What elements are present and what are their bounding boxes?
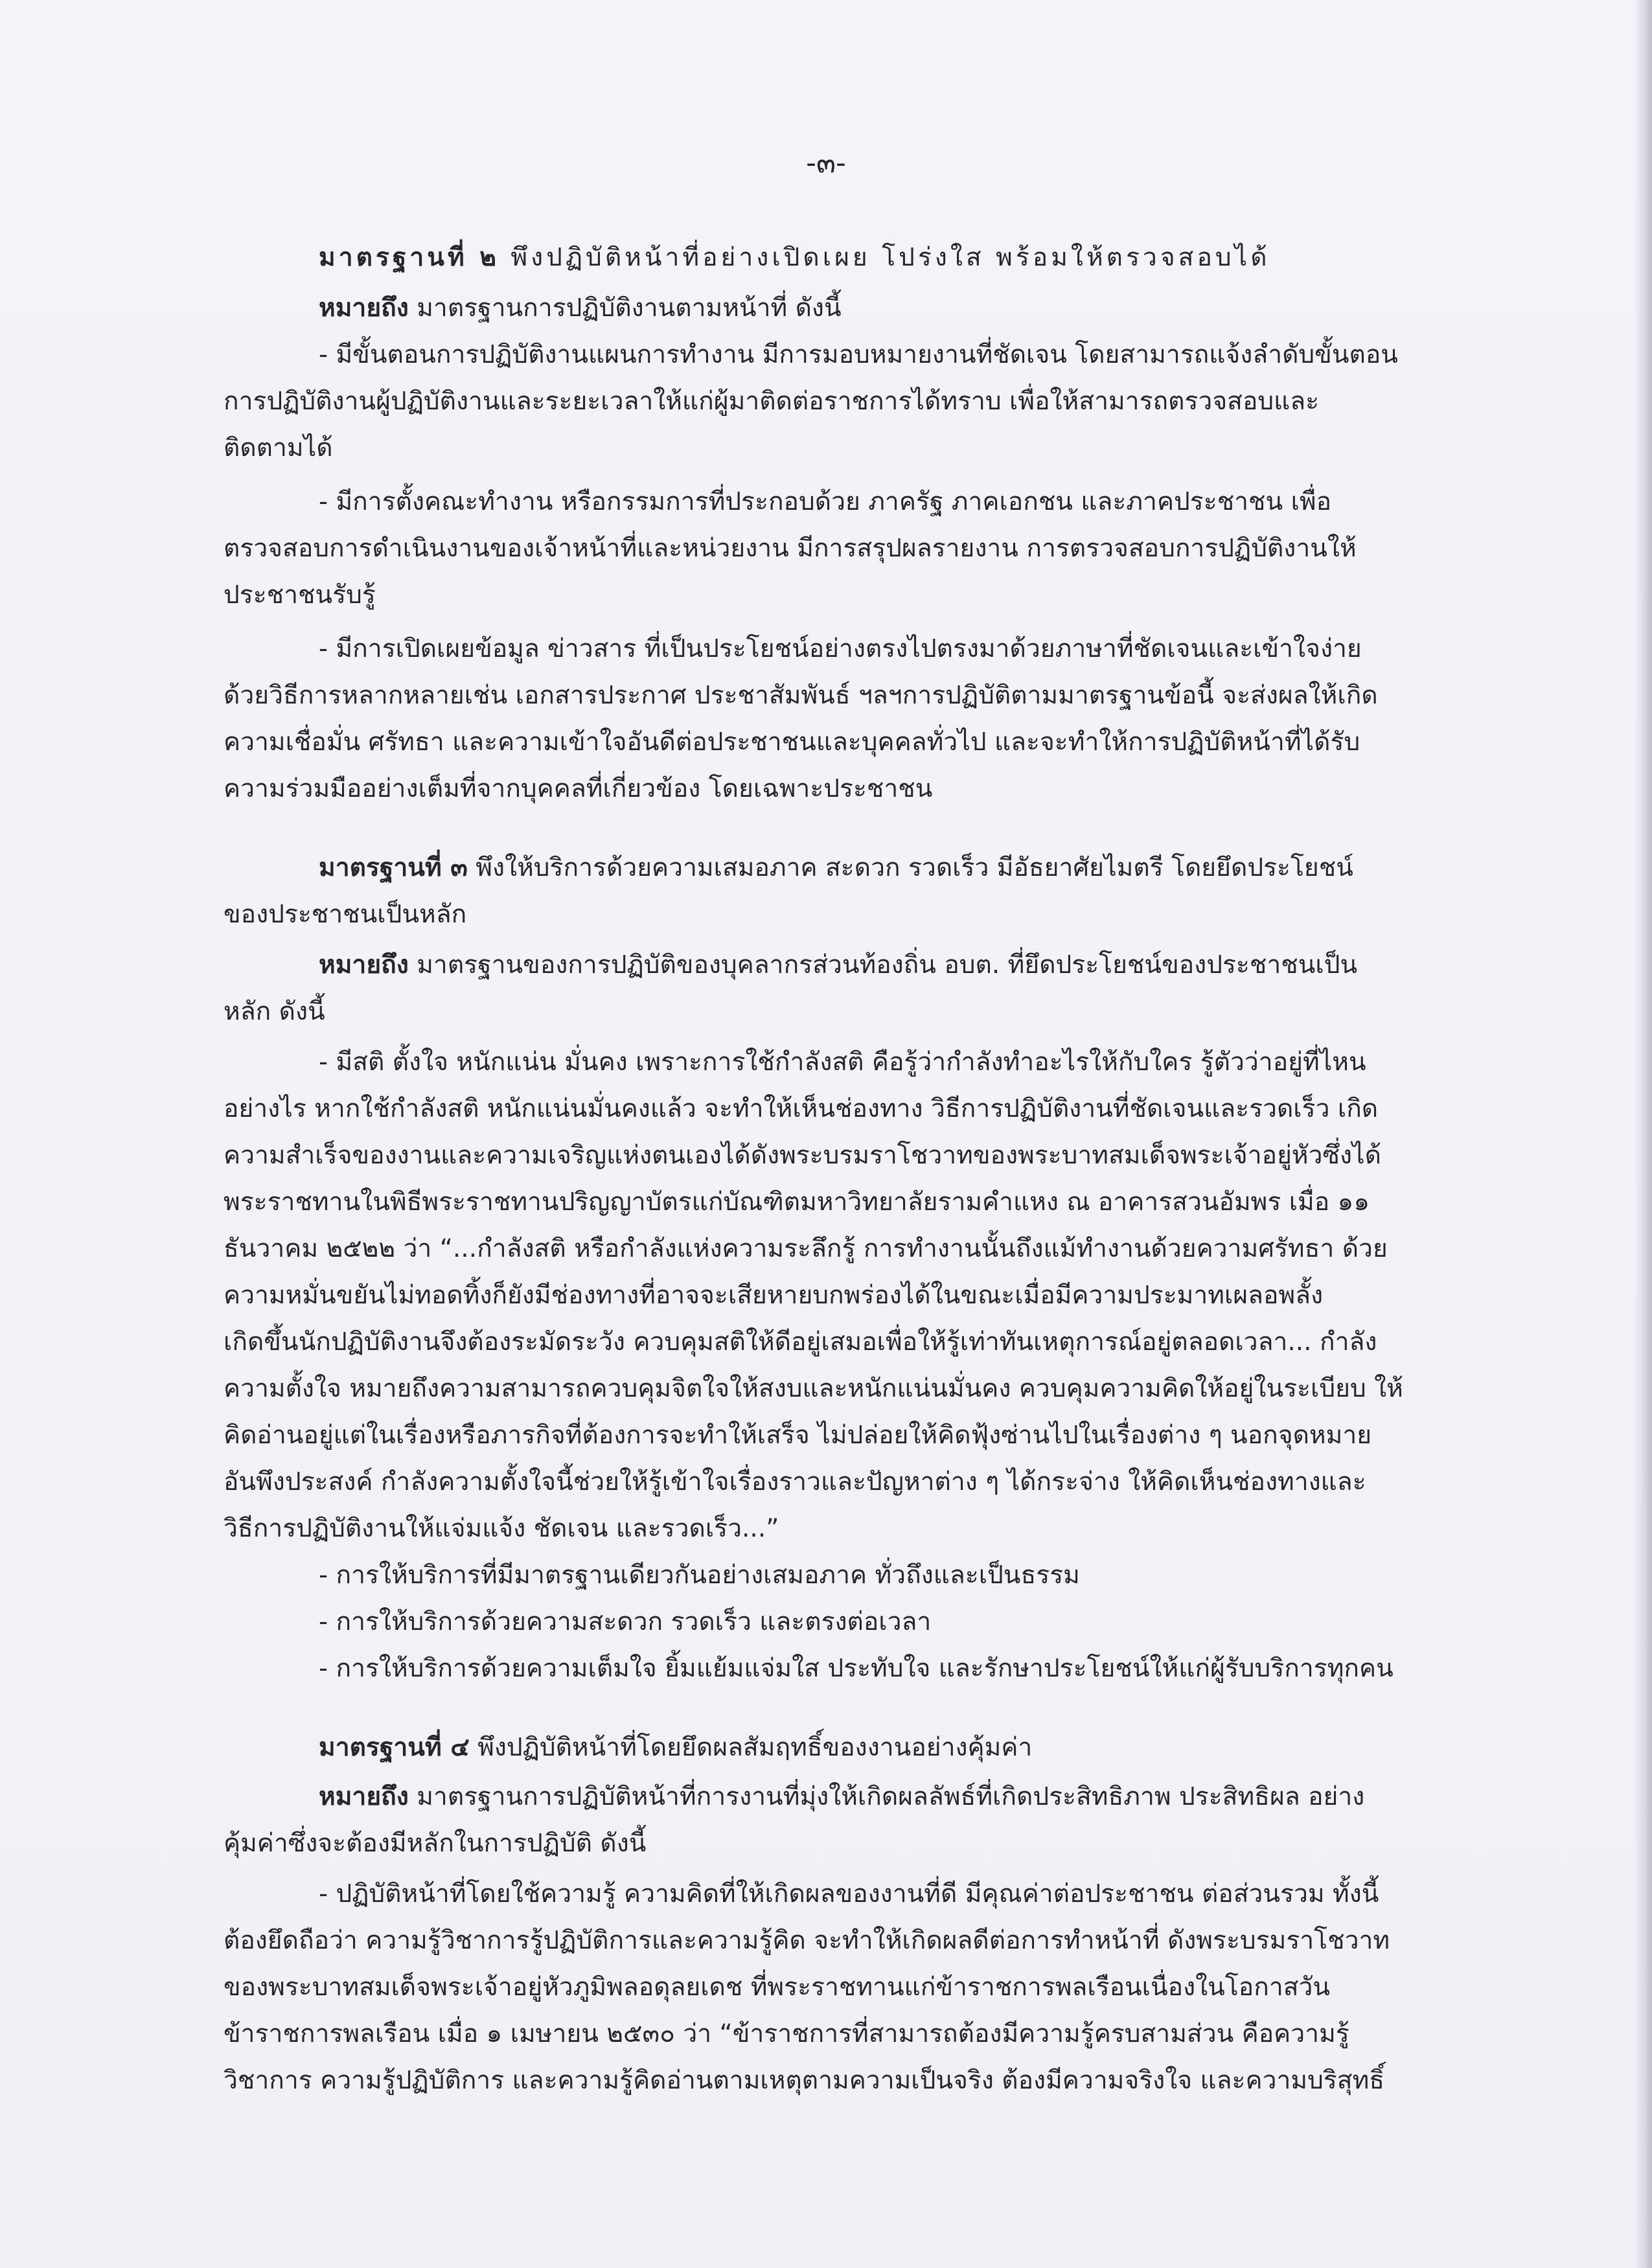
meaning-label: หมายถึง — [319, 1782, 409, 1811]
paragraph-line: อย่างไร หากใช้กำลังสติ หนักแน่นมั่นคงแล้ว จะทำให้เห็นช่องทาง วิธีการปฏิบัติงานที่ชัดเจนและรวดเร็ว เกิด — [224, 1094, 1379, 1123]
paragraph-line: อันพึงประสงค์ กำลังความตั้งใจนี้ช่วยให้รู้เข้าใจเรื่องราวและปัญหาต่าง ๆ ได้กระจ่าง ให้คิดเห็นช่องทางและ — [224, 1467, 1366, 1496]
paragraph-line: หลัก ดังนี้ — [224, 997, 325, 1026]
paragraph-line: ของประชาชนเป็นหลัก — [224, 900, 467, 929]
standard-3-label: มาตรฐานที่ ๓ — [319, 853, 468, 882]
page-number: -๓- — [806, 146, 846, 179]
paragraph-line: การปฏิบัติงานผู้ปฏิบัติงานและระยะเวลาให้แก่ผู้มาติดต่อราชการได้ทราบ เพื่อให้สามารถตรวจสอบและ — [224, 387, 1320, 416]
standard-2-title: พึงปฏิบัติหน้าที่อย่างเปิดเผย โปร่งใส พร้อมให้ตรวจสอบได้ — [499, 243, 1270, 272]
paragraph-line: ตรวจสอบการดำเนินงานของเจ้าหน้าที่และหน่วยงาน มีการสรุปผลรายงาน การตรวจสอบการปฏิบัติงานให้ — [224, 534, 1357, 563]
paragraph-line: คุ้มค่าซึ่งจะต้องมีหลักในการปฏิบัติ ดังนี้ — [224, 1829, 647, 1858]
paragraph-line: ความเชื่อมั่น ศรัทธา และความเข้าใจอันดีต่อประชาชนและบุคคลทั่วไป และจะทำให้การปฏิบัติหน้าที่ได้รับ — [224, 727, 1360, 757]
paragraph-line: วิธีการปฏิบัติงานให้แจ่มแจ้ง ชัดเจน และรวดเร็ว...” — [224, 1514, 779, 1543]
standard-2-heading — [319, 238, 1270, 277]
standard-3-meaning — [319, 946, 1357, 985]
standard-2-label: มาตรฐานที่ ๒ — [319, 243, 499, 272]
paragraph-line: ด้วยวิธีการหลากหลายเช่น เอกสารประกาศ ประชาสัมพันธ์ ฯลฯการปฏิบัติตามมาตรฐานข้อนี้ จะส่งผลให้เกิด — [224, 681, 1378, 710]
meaning-text: มาตรฐานการปฏิบัติงานตามหน้าที่ ดังนี้ — [408, 293, 842, 323]
meaning-text: มาตรฐานการปฏิบัติหน้าที่การงานที่มุ่งให้เกิดผลลัพธ์ที่เกิดประสิทธิภาพ ประสิทธิผล อย่าง — [408, 1782, 1365, 1811]
paragraph-line: คิดอ่านอยู่แต่ในเรื่องหรือภารกิจที่ต้องการจะทำให้เสร็จ ไม่ปล่อยให้คิดฟุ้งซ่านไปในเรื่องต่าง ๆ นอกจุดหมาย — [224, 1421, 1372, 1450]
paragraph-line: ของพระบาทสมเด็จพระเจ้าอยู่หัวภูมิพลอดุลยเดช ที่พระราชทานแก่ข้าราชการพลเรือนเนื่องในโอกาสวัน — [224, 1973, 1331, 2002]
standard-3-title: พึงให้บริการด้วยความเสมอภาค สะดวก รวดเร็ว มีอัธยาศัยไมตรี โดยยึดประโยชน์ — [467, 853, 1353, 882]
paragraph-line: - การให้บริการด้วยความเต็มใจ ยิ้มแย้มแจ่มใส ประทับใจ และรักษาประโยชน์ให้แก่ผู้รับบริการทุกคน — [319, 1654, 1394, 1683]
standard-2-meaning — [319, 289, 842, 328]
paragraph-line: วิชาการ ความรู้ปฏิบัติการ และความรู้คิดอ่านตามเหตุตามความเป็นจริง ต้องมีความจริงใจ และความบริสุทธิ์ — [224, 2066, 1385, 2095]
standard-3-heading — [319, 849, 1353, 888]
paragraph-line: - การให้บริการด้วยความสะดวก รวดเร็ว และตรงต่อเวลา — [319, 1607, 932, 1636]
paragraph-line: - มีขั้นตอนการปฏิบัติงานแผนการทำงาน มีการมอบหมายงานที่ชัดเจน โดยสามารถแจ้งลำดับขั้นตอน — [319, 340, 1398, 369]
paragraph-line: ความตั้งใจ หมายถึงความสามารถควบคุมจิตใจให้สงบและหนักแน่นมั่นคง ควบคุมความคิดให้อยู่ในระเบียบ ให้ — [224, 1374, 1403, 1403]
paragraph-line: - มีการตั้งคณะทำงาน หรือกรรมการที่ประกอบด้วย ภาครัฐ ภาคเอกชน และภาคประชาชน เพื่อ — [319, 487, 1332, 516]
paragraph-line: - ปฏิบัติหน้าที่โดยใช้ความรู้ ความคิดที่ให้เกิดผลของงานที่ดี มีคุณค่าต่อประชาชน ต่อส่วนรวม ทั้งนี้ — [319, 1879, 1379, 1908]
meaning-label: หมายถึง — [319, 293, 409, 323]
paragraph-line: ธันวาคม ๒๕๒๒ ว่า “...กำลังสติ หรือกำลังแห่งความระลึกรู้ การทำงานนั้นถึงแม้ทำงานด้วยความศรัทธา ด้วย — [224, 1234, 1388, 1263]
paragraph-line: - มีการเปิดเผยข้อมูล ข่าวสาร ที่เป็นประโยชน์อย่างตรงไปตรงมาด้วยภาษาที่ชัดเจนและเข้าใจง่าย — [319, 634, 1362, 663]
paragraph-line: ต้องยึดถือว่า ความรู้วิชาการรู้ปฏิบัติการและความรู้คิด จะทำให้เกิดผลดีต่อการทำหน้าที่ ดังพระบรมราโชวาท — [224, 1926, 1390, 1955]
standard-4-title: พึงปฏิบัติหน้าที่โดยยึดผลสัมฤทธิ์ของงานอย่างคุ้มค่า — [469, 1733, 1033, 1762]
paragraph-line: ติดตามได้ — [224, 433, 333, 463]
standard-4-heading — [319, 1728, 1032, 1767]
paragraph-line: ความร่วมมืออย่างเต็มที่จากบุคคลที่เกี่ยวข้อง โดยเฉพาะประชาชน — [224, 774, 933, 803]
paragraph-line: ความหมั่นขยันไม่ทอดทิ้งก็ยังมีช่องทางที่อาจจะเสียหายบกพร่องได้ในขณะเมื่อมีความประมาทเผลอพลั้ง — [224, 1281, 1324, 1310]
paragraph-line: ความสำเร็จของงานและความเจริญแห่งตนเองได้ดังพระบรมราโชวาทของพระบาทสมเด็จพระเจ้าอยู่หัวซึ่งได้ — [224, 1141, 1381, 1170]
paragraph-line: ประชาชนรับรู้ — [224, 580, 376, 610]
paragraph-line: - การให้บริการที่มีมาตรฐานเดียวกันอย่างเสมอภาค ทั่วถึงและเป็นธรรม — [319, 1561, 1080, 1590]
paragraph-line: - มีสติ ตั้งใจ หนักแน่น มั่นคง เพราะการใช้กำลังสติ คือรู้ว่ากำลังทำอะไรให้กับใคร รู้ตัวว่าอยู่ที่ไหน — [319, 1048, 1366, 1077]
meaning-label: หมายถึง — [319, 950, 409, 979]
page-edge-shadow — [1634, 0, 1652, 2268]
paragraph-line: เกิดขึ้นนักปฏิบัติงานจึงต้องระมัดระวัง ควบคุมสติให้ดีอยู่เสมอเพื่อให้รู้เท่าทันเหตุการณ์อยู่ตลอดเวลา... กำลัง — [224, 1327, 1377, 1357]
standard-4-label: มาตรฐานที่ ๔ — [319, 1733, 470, 1762]
standard-4-meaning — [319, 1778, 1364, 1816]
paragraph-line: พระราชทานในพิธีพระราชทานปริญญาบัตรแก่บัณฑิตมหาวิทยาลัยรามคำแหง ณ อาคารสวนอัมพร เมื่อ ๑๑ — [224, 1187, 1370, 1217]
paragraph-line: ข้าราชการพลเรือน เมื่อ ๑ เมษายน ๒๕๓๐ ว่า “ข้าราชการที่สามารถต้องมีความรู้ครบสามส่วน คือความรู้ — [224, 2019, 1349, 2048]
meaning-text: มาตรฐานของการปฏิบัติของบุคลากรส่วนท้องถิ่น อบต. ที่ยึดประโยชน์ของประชาชนเป็น — [408, 950, 1358, 979]
